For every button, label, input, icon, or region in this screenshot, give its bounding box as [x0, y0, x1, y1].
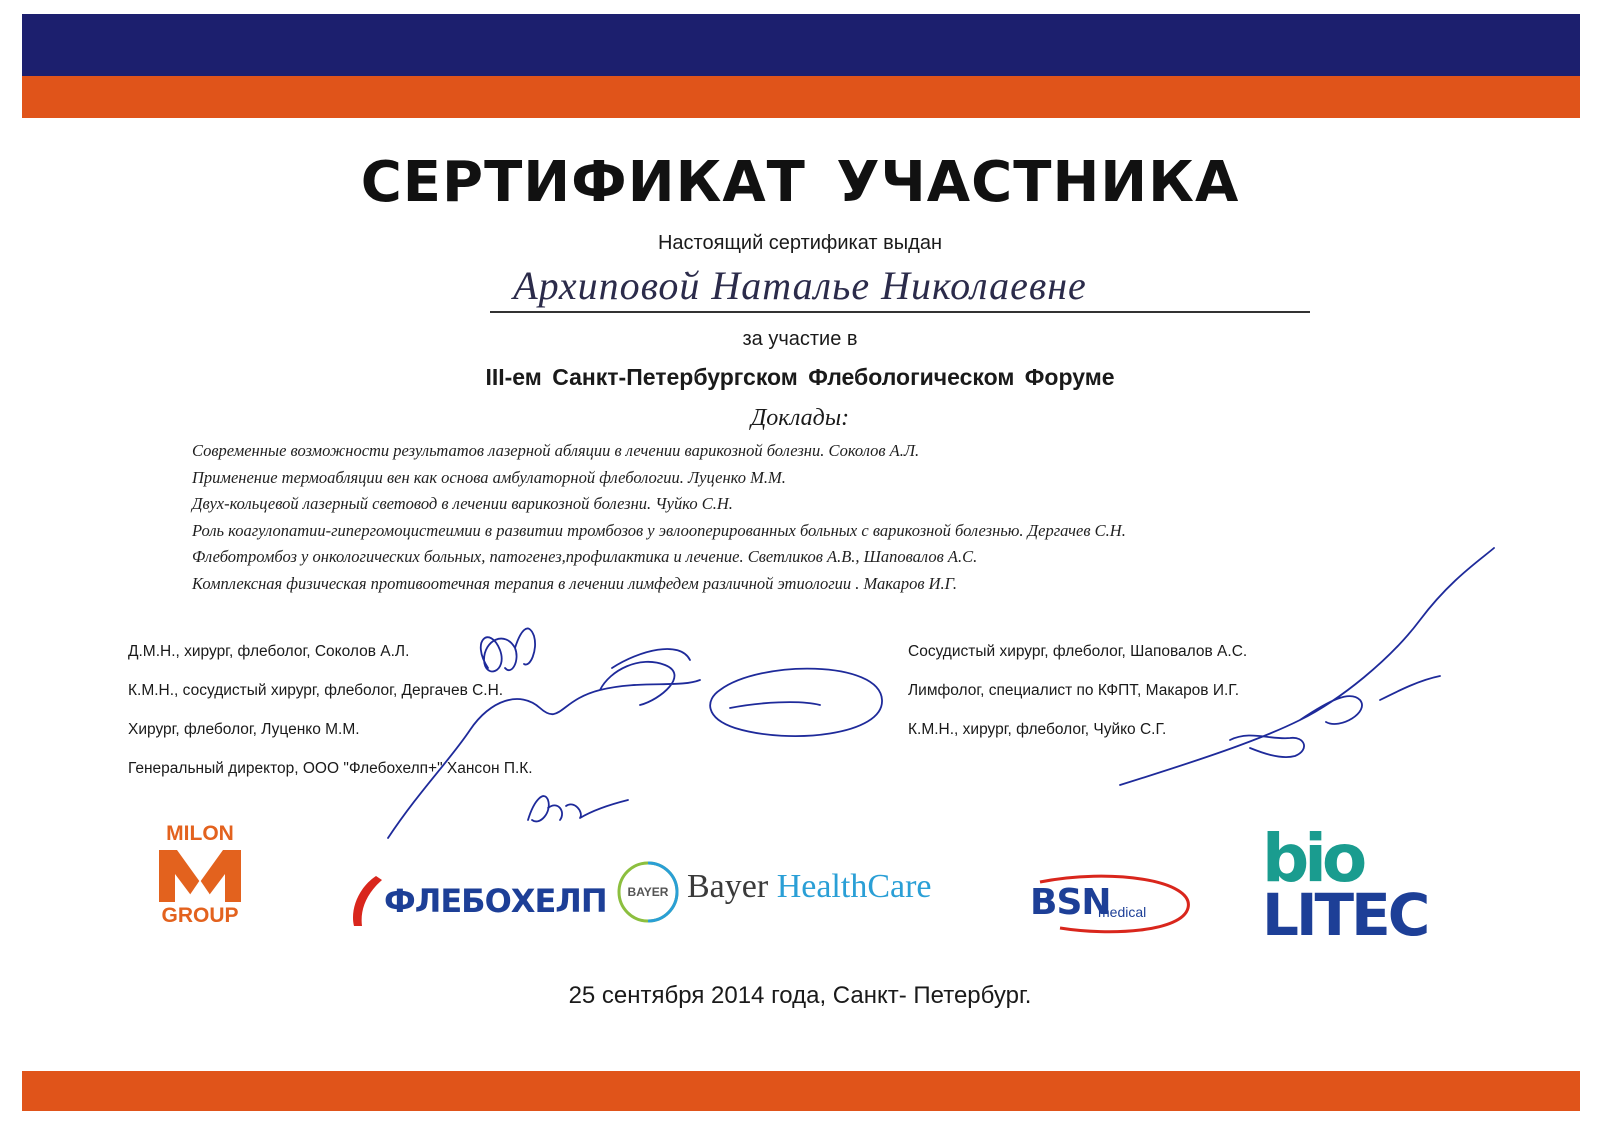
signer-line: Хирург, флеболог, Луценко М.М. — [128, 721, 360, 738]
report-item: Флеботромбоз у онкологических больных, патогенез,профилактика и лечение. Светликов А.В., Шаповалов А.С. — [192, 547, 978, 566]
milon-m-icon — [155, 846, 245, 904]
certificate-title: СЕРТИФИКАТ УЧАСТНИКА — [360, 150, 1240, 215]
bayer-healthcare-text — [687, 868, 932, 906]
bsn-medical-logo — [1020, 870, 1195, 940]
biolitec-litec-text: LITEC — [1262, 881, 1428, 949]
signer-line: Лимфолог, специалист по КФПТ, Макаров И.Г. — [908, 682, 1240, 699]
milon-logo-top-text: MILON — [166, 822, 234, 845]
bayer-cross-text: BAYER — [627, 885, 669, 899]
signer-line: Сосудистый хирург, флеболог, Шаповалов А.С. — [908, 643, 1248, 660]
flebohelp-swoosh-icon — [348, 870, 388, 930]
signature-dergachev-oval — [710, 669, 882, 736]
header-navy-band — [22, 14, 1580, 76]
healthcare-word: HealthCare — [776, 868, 932, 905]
signer-line: К.М.Н., сосудистый хирург, флеболог, Дергачев С.Н. — [128, 682, 504, 699]
biolitec-logo — [1262, 820, 1452, 949]
signers-right — [908, 632, 1247, 749]
milon-group-logo — [150, 822, 250, 928]
report-item: Современные возможности результатов лазерной абляции в лечении варикозной болезни. Соколов А.Л. — [192, 441, 920, 460]
recipient-name: Архиповой Наталье Николаевне — [513, 263, 1087, 308]
report-item: Комплексная физическая противоотечная терапия в лечении лимфедем различной этиологии . Макаров И.Г. — [192, 573, 957, 593]
bsn-medical-text: medical — [1098, 904, 1147, 920]
signers-left — [128, 632, 533, 788]
date-place: 25 сентября 2014 года, Санкт- Петербург. — [568, 982, 1032, 1009]
event-name: III-ем Санкт-Петербургском Флебологическом Форуме — [485, 364, 1115, 390]
bayer-word: Bayer — [687, 868, 769, 905]
header-orange-band — [22, 76, 1580, 118]
flebohelp-logo-text: ФЛЕБОХЕЛП — [384, 882, 607, 920]
reports-heading: Доклады: — [750, 405, 850, 431]
bayer-cross-icon — [615, 852, 681, 932]
reports-list — [192, 438, 1492, 597]
report-item: Применение термоабляции вен как основа амбулаторной флебологии. Луценко М.М. — [192, 467, 786, 487]
biolitec-bio-text: bio — [1262, 820, 1363, 897]
flebohelp-logo — [348, 870, 607, 930]
milon-logo-bottom-text: GROUP — [161, 904, 239, 927]
participation-label: за участие в — [742, 328, 858, 350]
bsn-logo-text: BSN — [1030, 882, 1111, 923]
signer-line: Д.М.Н., хирург, флеболог, Соколов А.Л. — [128, 643, 410, 660]
report-item: Двух-кольцевой лазерный световод в лечении варикозной болезни. Чуйко С.Н. — [192, 494, 733, 513]
signature-hanson — [528, 796, 628, 821]
bayer-healthcare-logo — [615, 852, 945, 932]
issued-to-label: Настоящий сертификат выдан — [657, 232, 942, 254]
footer-orange-band — [22, 1071, 1580, 1111]
signer-line: К.М.Н., хирург, флеболог, Чуйко С.Г. — [908, 721, 1167, 738]
report-item: Роль коагулопатии-гипергомоцистеимии в развитии тромбозов у эвлооперированных больных с варикозной болезнью. Дергачев С.Н. — [192, 520, 1126, 540]
signer-line: Генеральный директор, ООО "Флебохелп+" Хансон П.К. — [128, 760, 533, 777]
recipient-underline — [490, 311, 1310, 313]
